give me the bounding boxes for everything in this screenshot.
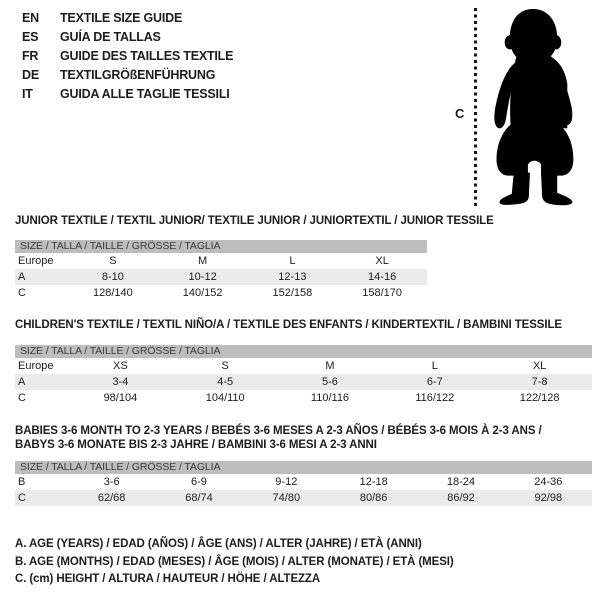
table-cell: 10-12 <box>188 271 217 283</box>
language-row <box>22 65 233 84</box>
table-cell: 5-6 <box>322 376 338 388</box>
table-cell: 128/140 <box>92 287 133 299</box>
language-code: IT <box>22 86 33 101</box>
table-cell: 68/74 <box>185 492 213 504</box>
table-row <box>15 490 592 506</box>
table-cell: 24-36 <box>534 476 563 488</box>
table-row <box>15 374 592 390</box>
table-header-band: SIZE / TALLA / TAILLE / GRÖSSE / TAGLIA <box>15 240 427 253</box>
table-cell: S <box>109 255 117 267</box>
section-heading: BABIES 3-6 MONTH TO 2-3 YEARS / BEBÉS 3-6 MESES A 2-3 AÑOS / BÉBÉS 3-6 MOIS À 2-3 ANS / <box>15 425 542 437</box>
table-row <box>15 474 592 490</box>
table-cell: 12-18 <box>359 476 388 488</box>
section-junior <box>15 214 494 301</box>
language-list <box>22 8 233 103</box>
section-heading: JUNIOR TEXTILE / TEXTIL JUNIOR/ TEXTILE JUNIOR / JUNIORTEXTIL / JUNIOR TESSILE <box>15 215 494 227</box>
table-cell: XL <box>375 255 389 267</box>
row-label: Europe <box>18 360 54 372</box>
height-measure-label: C <box>455 106 465 121</box>
table-cell: 92/98 <box>534 492 563 504</box>
size-table <box>15 461 592 506</box>
table-cell: 62/68 <box>97 492 126 504</box>
language-code: ES <box>22 29 39 44</box>
table-row <box>15 285 427 301</box>
language-code: FR <box>22 48 39 63</box>
language-row <box>22 27 233 46</box>
table-cell: M <box>198 255 208 267</box>
table-cell: S <box>221 360 229 372</box>
table-cell: 152/158 <box>272 287 313 299</box>
footnotes <box>15 536 454 589</box>
table-header-band: SIZE / TALLA / TAILLE / GRÖSSE / TAGLIA <box>15 461 592 474</box>
table-cell: 6-7 <box>426 376 443 388</box>
language-title: TEXTILE SIZE GUIDE <box>60 10 183 25</box>
table-cell: XL <box>532 360 547 372</box>
row-label: A <box>18 271 26 283</box>
language-title: GUIDE DES TAILLES TEXTILE <box>60 48 234 63</box>
section-babies <box>15 424 592 506</box>
table-cell: 14-16 <box>368 271 397 283</box>
table-cell: 8-10 <box>101 271 124 283</box>
table-cell: L <box>431 360 438 372</box>
table-cell: 86/92 <box>447 492 475 504</box>
language-row <box>22 84 233 103</box>
table-cell: 7-8 <box>531 376 548 388</box>
table-cell: 74/80 <box>272 492 301 504</box>
table-cell: L <box>289 255 296 267</box>
table-cell: 116/122 <box>415 392 455 404</box>
language-row <box>22 46 233 65</box>
table-cell: 80/86 <box>359 492 388 504</box>
table-cell: 98/104 <box>103 392 138 404</box>
table-cell: 18-24 <box>446 476 476 488</box>
row-label: Europe <box>18 255 54 267</box>
table-cell: M <box>325 360 335 372</box>
row-label: C <box>18 392 26 404</box>
language-title: GUÍA DE TALLAS <box>60 29 161 44</box>
footnote-line: B. AGE (MONTHS) / EDAD (MESES) / ÂGE (MOIS) / ALTER (MONATE) / ETÀ (MESI) <box>15 555 454 568</box>
table-header-band: SIZE / TALLA / TAILLE / GRÖSSE / TAGLIA <box>15 345 592 358</box>
row-label: B <box>18 476 26 488</box>
section-children <box>15 318 592 406</box>
table-row <box>15 390 592 406</box>
table-cell: 6-9 <box>191 476 207 488</box>
row-label: A <box>18 376 26 388</box>
table-cell: 9-12 <box>275 476 298 488</box>
table-cell: 158/170 <box>362 287 402 299</box>
table-cell: 3-6 <box>103 476 120 488</box>
row-label: C <box>18 287 26 299</box>
height-measure-line <box>474 8 477 207</box>
language-row <box>22 8 233 27</box>
language-title: GUIDA ALLE TAGLIE TESSILI <box>60 86 230 101</box>
table-cell: 110/116 <box>310 392 350 404</box>
table-cell: 140/152 <box>182 287 223 299</box>
language-code: DE <box>22 67 39 82</box>
table-cell: 122/128 <box>519 392 560 404</box>
table-row <box>15 269 427 285</box>
language-title: TEXTILGRÖßENFÜHRUNG <box>60 67 216 82</box>
row-label: C <box>18 492 26 504</box>
section-heading: CHILDREN'S TEXTILE / TEXTIL NIÑO/A / TEXTILE DES ENFANTS / KINDERTEXTIL / BAMBINI TESSILE <box>15 319 562 331</box>
footnote-line: A. AGE (YEARS) / EDAD (AÑOS) / ÂGE (ANS) / ALTER (JAHRE) / ETÀ (ANNI) <box>15 538 422 550</box>
table-row <box>15 358 592 374</box>
size-table <box>15 240 427 301</box>
table-cell: 4-5 <box>217 376 234 388</box>
footnote-line: C. (cm) HEIGHT / ALTURA / HAUTEUR / HÖHE / ALTEZZA <box>15 573 321 585</box>
table-row <box>15 253 427 269</box>
baby-silhouette-icon <box>485 5 587 212</box>
table-cell: 104/110 <box>205 392 245 404</box>
language-code: EN <box>22 10 39 25</box>
size-table <box>15 345 592 406</box>
table-cell: XS <box>113 360 128 372</box>
section-heading: BABYS 3-6 MONATE BIS 2-3 JAHRE / BAMBINI 3-6 MESI A 2-3 ANNI <box>15 439 377 451</box>
table-cell: 3-4 <box>112 376 129 388</box>
table-cell: 12-13 <box>278 271 307 283</box>
